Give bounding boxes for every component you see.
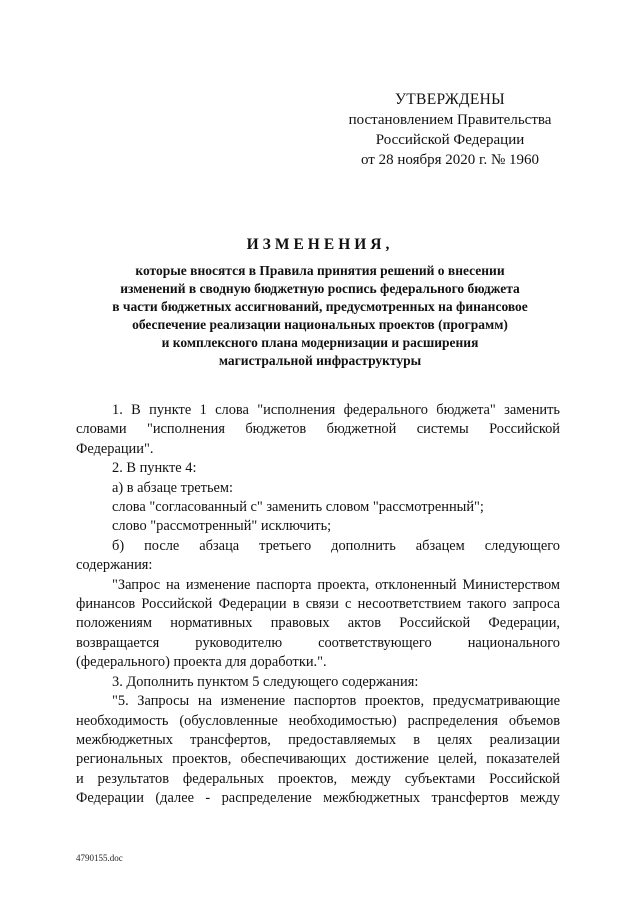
document-subtitle bbox=[70, 262, 570, 370]
quote-line: необходимость (обусловленные необходимостью) распределения объемов bbox=[76, 712, 560, 729]
body-line: 1. В пункте 1 слова "исполнения федерального бюджета" заменить bbox=[112, 402, 560, 418]
file-reference: 4790155.doc bbox=[76, 853, 123, 863]
quote-line: межбюджетных трансфертов, предоставляемых в целях реализации bbox=[76, 731, 560, 748]
quote-line: "Запрос на изменение паспорта проекта, отклоненный Министерством bbox=[112, 576, 560, 593]
quote-line: (федерального) проекта для доработки.". bbox=[76, 654, 327, 671]
body-line: 3. Дополнить пунктом 5 следующего содержания: bbox=[112, 673, 419, 690]
quote-line: Федерации (далее - распределение межбюджетных трансфертов между bbox=[76, 790, 560, 807]
subtitle-line: изменений в сводную бюджетную роспись федерального бюджета bbox=[120, 281, 520, 296]
quote-line: и результатов федеральных проектов, между субъектами Российской bbox=[76, 770, 560, 787]
approval-line: Российской Федерации bbox=[375, 132, 525, 148]
subtitle-line: обеспечение реализации национальных проектов (программ) bbox=[132, 317, 508, 332]
body-line: слова "согласованный с" заменить словом "рассмотренный"; bbox=[112, 499, 484, 516]
body-line: а) в абзаце третьем: bbox=[112, 479, 234, 496]
approval-date-number: от 28 ноября 2020 г. № 1960 bbox=[360, 152, 540, 168]
subtitle-line: и комплексного плана модернизации и расширения bbox=[161, 335, 479, 350]
approval-title: УТВЕРЖДЕНЫ bbox=[395, 91, 505, 108]
subtitle-line: которые вносятся в Правила принятия решений о внесении bbox=[135, 263, 505, 278]
subtitle-line: в части бюджетных ассигнований, предусмотренных на финансовое bbox=[112, 299, 528, 314]
quote-line: возвращается руководителю соответствующего национального bbox=[76, 634, 560, 651]
quote-line: финансов Российской Федерации в связи с несоответствием такого запроса bbox=[76, 596, 560, 613]
body-line: словами "исполнения бюджетов бюджетной системы Российской bbox=[76, 421, 560, 438]
subtitle-line: магистральной инфраструктуры bbox=[218, 353, 422, 368]
approval-line: постановлением Правительства bbox=[348, 112, 552, 128]
body-line: слово "рассмотренный" исключить; bbox=[112, 518, 332, 535]
quote-line: региональных проектов, обеспечивающих достижение целей, показателей bbox=[76, 751, 560, 768]
body-line: б) после абзаца третьего дополнить абзацем следующего bbox=[112, 537, 560, 554]
quote-line: положениям нормативных правовых актов Российской Федерации, bbox=[76, 615, 560, 632]
body-line: 2. В пункте 4: bbox=[112, 460, 197, 477]
approval-stamp bbox=[340, 90, 560, 170]
body-line: содержания: bbox=[76, 557, 153, 574]
body-line: Федерации". bbox=[76, 440, 154, 457]
document-title: ИЗМЕНЕНИЯ, bbox=[246, 236, 394, 253]
document-body bbox=[76, 401, 560, 809]
quote-line: "5. Запросы на изменение паспортов проектов, предусматривающие bbox=[112, 693, 560, 710]
